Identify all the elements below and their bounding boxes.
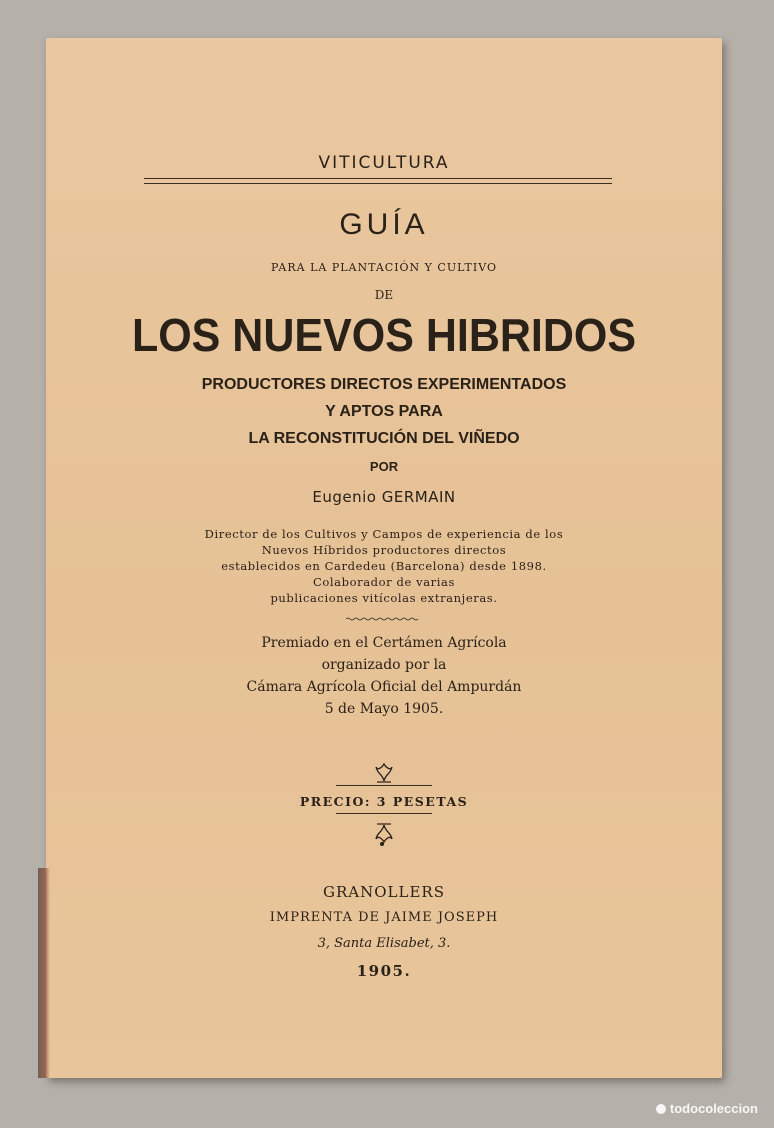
award-line: Premiado en el Certámen Agrícola bbox=[261, 635, 507, 651]
subtitle-2: Y APTOS PARA bbox=[325, 403, 443, 420]
watermark-text: todocoleccion bbox=[669, 1101, 758, 1116]
watermark bbox=[656, 1101, 758, 1116]
author-name: Eugenio GERMAIN bbox=[312, 488, 456, 506]
watermark-logo-icon bbox=[656, 1104, 666, 1114]
double-rule-top bbox=[144, 178, 612, 179]
publication-place: GRANOLLERS bbox=[323, 883, 445, 901]
price-rule-top bbox=[336, 785, 432, 786]
award-line: 5 de Mayo 1905. bbox=[324, 701, 444, 717]
cover-title: GUÍA bbox=[339, 208, 429, 241]
price-label: PRECIO: 3 PESETAS bbox=[299, 794, 469, 809]
subtitle-1: PRODUCTORES DIRECTOS EXPERIMENTADOS bbox=[201, 376, 567, 393]
author-bio-line: Director de los Cultivos y Campos de experiencia de los bbox=[204, 527, 564, 541]
double-rule-bottom bbox=[144, 183, 612, 184]
main-title: LOS NUEVOS HIBRIDOS bbox=[131, 310, 637, 362]
price-rule-bottom bbox=[336, 813, 432, 814]
series-label: VITICULTURA bbox=[318, 153, 450, 173]
subtitle-3: LA RECONSTITUCIÓN DEL VIÑEDO bbox=[248, 430, 520, 447]
publication-year: 1905. bbox=[356, 962, 412, 980]
author-bio-line: Colaborador de varias bbox=[312, 575, 456, 589]
award-line: organizado por la bbox=[321, 657, 447, 673]
cover-subtitle-line: PARA LA PLANTACIÓN Y CULTIVO bbox=[271, 261, 497, 274]
award-line: Cámara Agrícola Oficial del Ampurdán bbox=[246, 679, 522, 695]
cover-de: DE bbox=[374, 288, 394, 302]
author-bio-line: Nuevos Híbridos productores directos bbox=[261, 543, 507, 557]
ornament-dot bbox=[380, 842, 384, 846]
por-label: POR bbox=[369, 459, 399, 474]
printer-name: IMPRENTA DE JAIME JOSEPH bbox=[269, 910, 499, 925]
author-bio-line: establecidos en Cardedeu (Barcelona) desde 1898. bbox=[221, 559, 547, 573]
fleuron-icon bbox=[372, 761, 396, 785]
fleuron-icon bbox=[372, 821, 396, 845]
book-cover bbox=[46, 38, 722, 1078]
squiggle-divider bbox=[346, 617, 420, 621]
author-bio-line: publicaciones vitícolas extranjeras. bbox=[270, 591, 498, 605]
printer-address: 3, Santa Elisabet, 3. bbox=[317, 936, 451, 951]
